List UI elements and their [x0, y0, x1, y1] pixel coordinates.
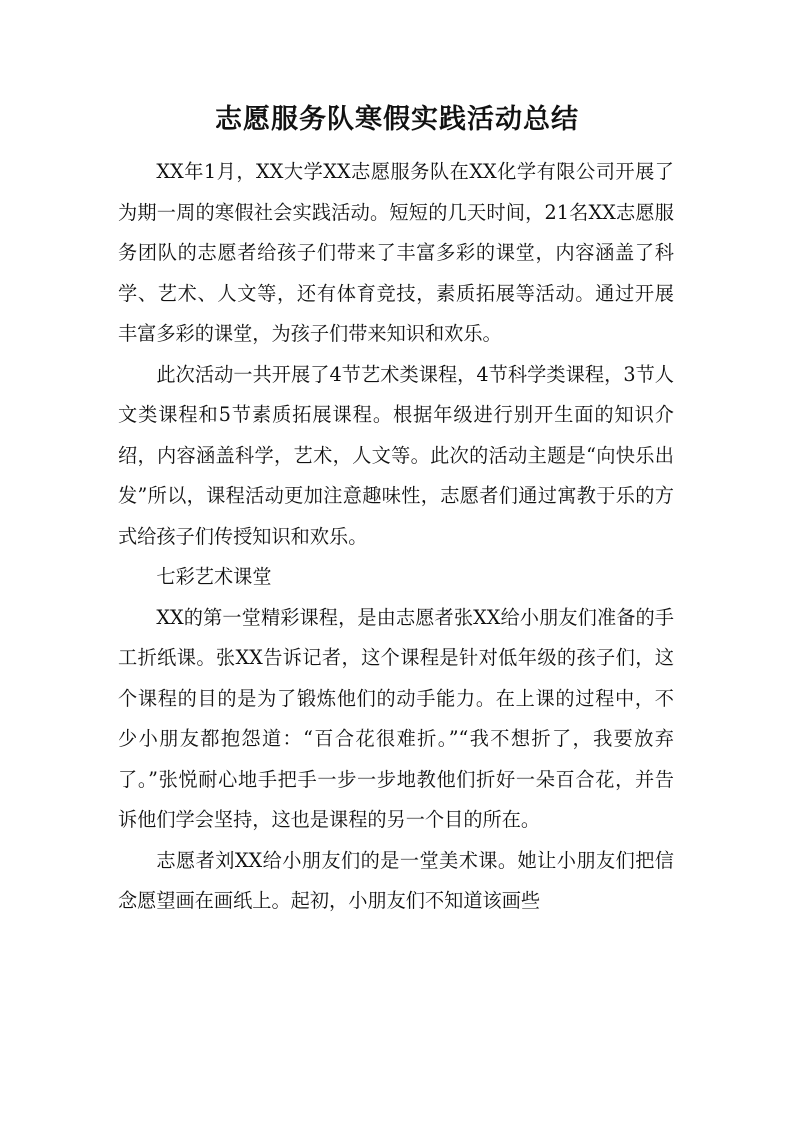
paragraph-origami-class: XX的第一堂精彩课程，是由志愿者张XX给小朋友们准备的手工折纸课。张XX告诉记者，这个课程是针对低年级的孩子们，这个课程的目的是为了锻炼他们的动手能力。在上课的过程中，不少小朋友都抱怨道：“百合花很难折。”“我不想折了，我要放弃了。”张悦耐心地手把手一步一步地教他们折好一朵百合花，并告诉他们学会坚持，这也是课程的另一个目的所在。	[118, 605, 674, 831]
document-title: 志愿服务队寒假实践活动总结	[215, 104, 579, 135]
section-heading-art-class: 七彩艺术课堂	[156, 565, 272, 588]
paragraph-art-class: 志愿者刘XX给小朋友们的是一堂美术课。她让小朋友们把信念愿望画在画纸上。起初，小朋友们不知道该画些	[118, 848, 674, 912]
paragraph-courses: 此次活动一共开展了4节艺术类课程，4节科学类课程，3节人文类课程和5节素质拓展课程。根据年级进行别开生面的知识介绍，内容涵盖科学，艺术，人文等。此次的活动主题是“向快乐出发”所以，课程活动更加注意趣味性，志愿者们通过寓教于乐的方式给孩子们传授知识和欢乐。	[118, 362, 674, 548]
document-body	[118, 152, 674, 922]
paragraph-intro: XX年1月，XX大学XX志愿服务队在XX化学有限公司开展了为期一周的寒假社会实践活动。短短的几天时间，21名XX志愿服务团队的志愿者给孩子们带来了丰富多彩的课堂，内容涵盖了科学、艺术、人文等，还有体育竞技，素质拓展等活动。通过开展丰富多彩的课堂，为孩子们带来知识和欢乐。	[118, 160, 674, 345]
